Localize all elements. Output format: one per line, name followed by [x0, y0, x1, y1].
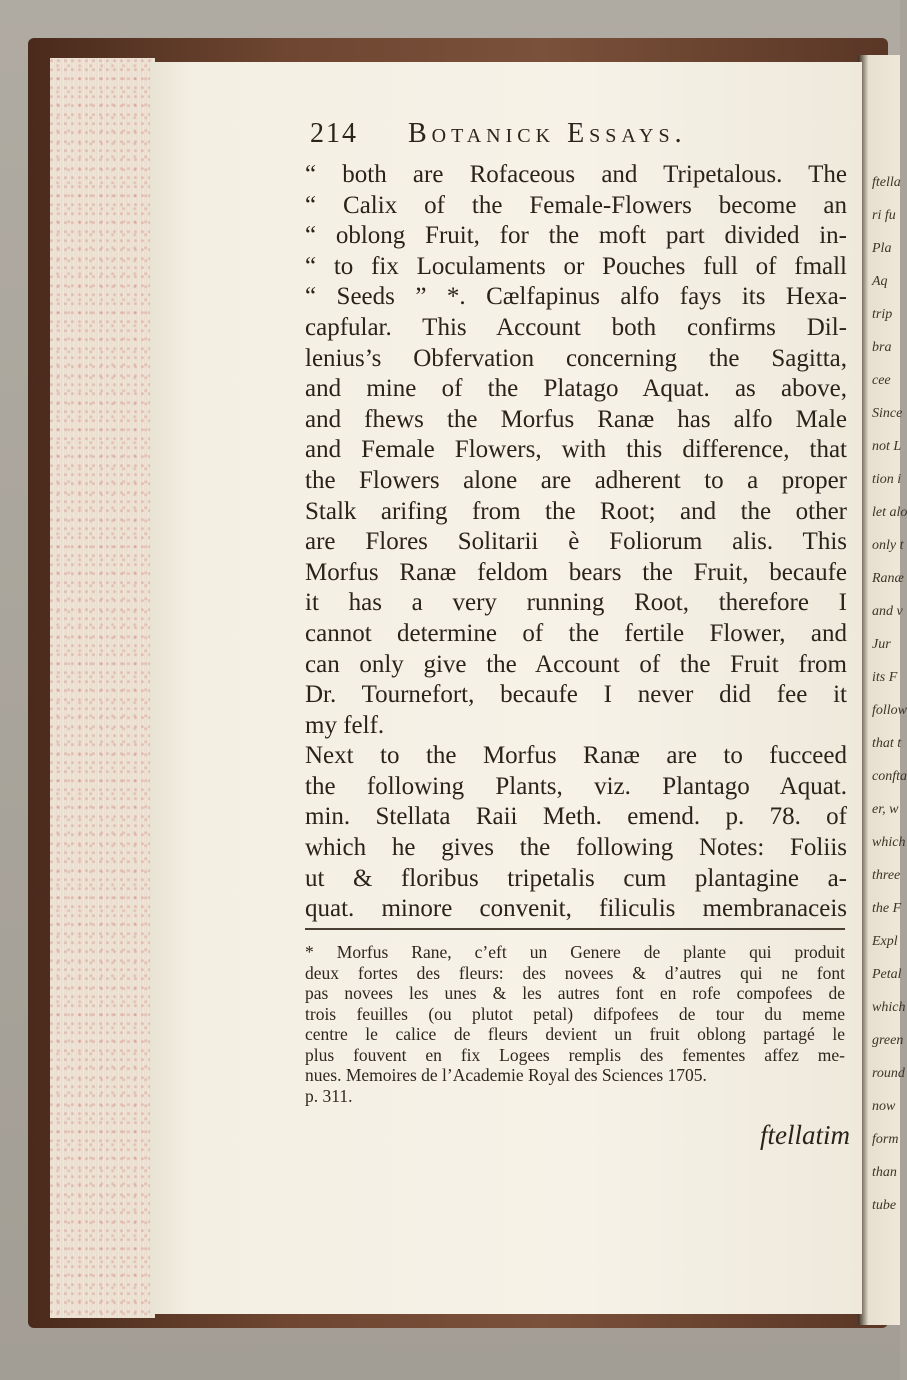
- body-line: “ to fix Loculaments or Pouches full of fmall: [305, 252, 847, 280]
- facing-page-fragment: round: [872, 1066, 905, 1081]
- page-edges: [50, 58, 155, 1318]
- facing-page-fragment: Pla: [872, 241, 892, 256]
- facing-page-fragment: bra: [872, 340, 892, 355]
- facing-page-edge: [858, 55, 907, 1325]
- running-title: Botanick Essays.: [408, 118, 687, 149]
- body-line: Dr. Tournefort, becaufe I never did fee it: [305, 681, 847, 709]
- facing-page-fragment: tion i: [872, 472, 902, 487]
- footnote-line: nues. Memoires de l’Academie Royal des Sciences 1705.: [305, 1065, 707, 1085]
- body-line: Morfus Ranæ feldom bears the Fruit, becaufe: [305, 558, 847, 586]
- facing-page-fragment: Ranæ: [872, 571, 904, 586]
- facing-page-fragment: ftella: [872, 175, 901, 190]
- facing-page-fragment: trip: [872, 307, 893, 322]
- facing-page-fragment: only t: [872, 538, 904, 553]
- body-line: and mine of the Platago Aquat. as above,: [305, 375, 847, 403]
- footnote-line: trois feuilles (ou plutot petal) difpofees de tour du meme: [305, 1003, 845, 1024]
- body-line: “ Calix of the Female-Flowers become an: [305, 191, 847, 219]
- facing-page-fragment: and v: [872, 604, 903, 619]
- footnote-line: pas novees les unes & les autres font en rofe compofees de: [305, 983, 845, 1003]
- footnote-line: deux fortes des fleurs: des novees & d’autres qui ne font: [305, 962, 845, 983]
- facing-page-fragment: which: [872, 1000, 906, 1015]
- body-line: lenius’s Obfervation concerning the Sagitta,: [305, 344, 847, 372]
- body-line: it has a very running Root, therefore I: [305, 589, 847, 617]
- footnote-line: plus fouvent en fix Logees remplis des fementes affez me-: [305, 1044, 845, 1065]
- facing-page-fragment: three: [872, 868, 901, 883]
- footnote-line: * Morfus Rane, c’eft un Genere de plante qui produit: [305, 942, 845, 962]
- body-line: “ oblong Fruit, for the moft part divided in-: [305, 222, 847, 250]
- body-text: [305, 160, 847, 925]
- facing-page-fragment: not L: [872, 439, 902, 454]
- footnote-rule: [305, 928, 845, 933]
- facing-page-fragment: tube: [872, 1198, 897, 1213]
- body-line: are Flores Solitarii è Foliorum alis. This: [305, 528, 847, 556]
- body-line: the Flowers alone are adherent to a proper: [305, 466, 847, 494]
- facing-page-fragment: er, w: [872, 802, 899, 817]
- facing-page-fragment: cee: [872, 373, 891, 388]
- facing-page-fragment: Aq: [872, 274, 888, 289]
- body-line: and Female Flowers, with this difference, that: [305, 436, 847, 464]
- facing-page-fragment: Jur: [872, 637, 891, 652]
- facing-page-fragment: confta: [872, 769, 907, 784]
- facing-page-fragment: Since: [872, 406, 903, 421]
- facing-page-fragment: follow: [872, 703, 907, 718]
- facing-page-fragment: green: [872, 1033, 904, 1048]
- running-header: [310, 118, 850, 154]
- body-line: can only give the Account of the Fruit from: [305, 650, 847, 678]
- body-line: which he gives the following Notes: Foliis: [305, 834, 847, 862]
- facing-page-fragment: now: [872, 1099, 896, 1114]
- body-line: the following Plants, viz. Plantago Aquat.: [305, 772, 847, 800]
- facing-page-fragment: that t: [872, 736, 902, 751]
- body-line: ut & floribus tripetalis cum plantagine a-: [305, 864, 847, 892]
- body-line: “ Seeds ” *. Cælfapinus alfo fays its Hexa-: [305, 283, 847, 311]
- body-line: cannot determine of the fertile Flower, and: [305, 619, 847, 647]
- facing-page-fragment: form: [872, 1132, 899, 1147]
- facing-page-fragment: its F: [872, 670, 898, 685]
- footnote: [305, 942, 845, 1106]
- body-line: Next to the Morfus Ranæ are to fucceed: [305, 742, 847, 770]
- footnote-line: p. 311.: [305, 1085, 353, 1106]
- body-line: capfular. This Account both confirms Dil-: [305, 313, 847, 341]
- page-number: 214: [310, 118, 358, 149]
- facing-page-fragment: the F: [872, 901, 902, 916]
- facing-page-fragment: Petal: [872, 967, 902, 982]
- catchword: ftellatim: [760, 1120, 850, 1150]
- facing-page-fragment: let alo: [872, 505, 907, 520]
- facing-page-fragment: ri fu: [872, 208, 896, 223]
- body-line: Stalk arifing from the Root; and the other: [305, 497, 847, 525]
- facing-page-fragment: Expl: [872, 934, 898, 949]
- body-line: “ both are Rofaceous and Tripetalous. The: [305, 161, 847, 188]
- facing-page-fragment: which: [872, 835, 906, 850]
- footnote-line: centre le calice de fleurs devient un fruit oblong partagé le: [305, 1024, 845, 1044]
- body-line: min. Stellata Raii Meth. emend. p. 78. of: [305, 803, 847, 831]
- body-line: quat. minore convenit, filiculis membranaceis: [305, 895, 847, 923]
- body-line: and fhews the Morfus Ranæ has alfo Male: [305, 405, 847, 433]
- facing-page-fragment: than: [872, 1165, 897, 1180]
- body-line: my felf.: [305, 711, 385, 739]
